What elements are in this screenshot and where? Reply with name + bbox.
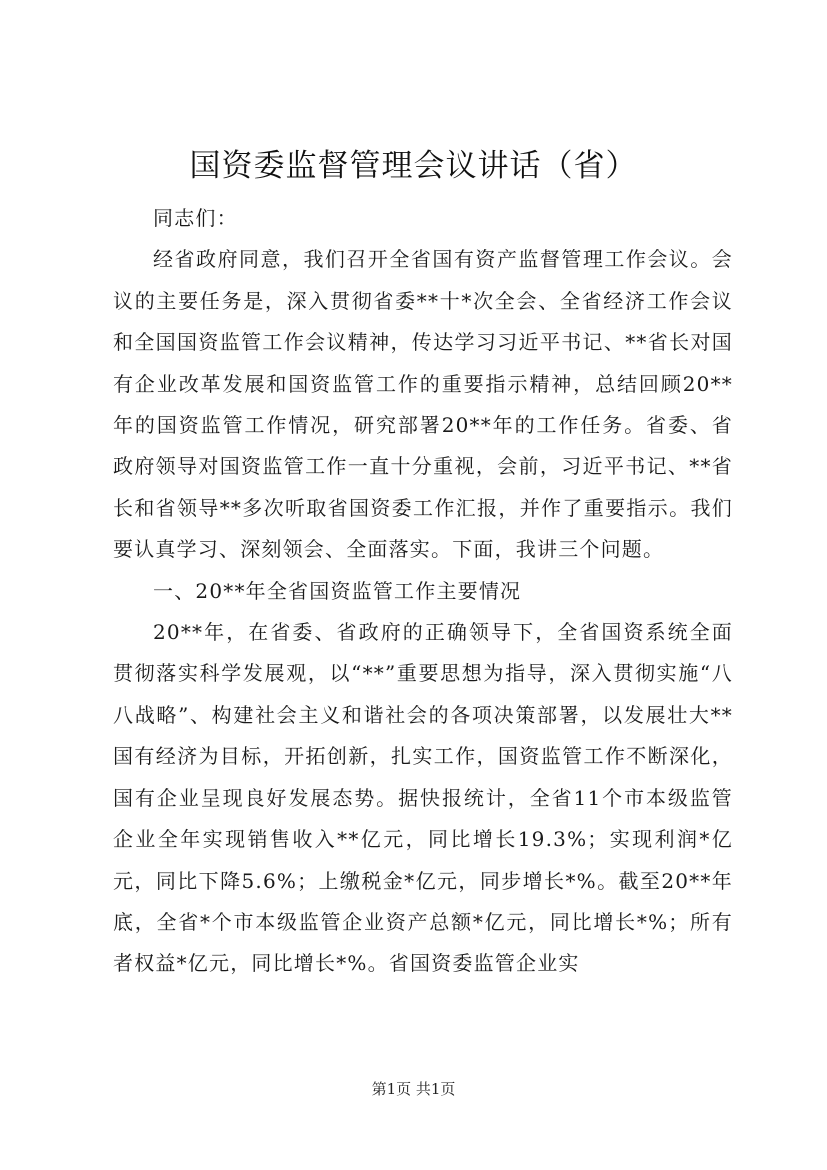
document-body	[113, 198, 733, 985]
section-paragraph: 20**年，在省委、省政府的正确领导下，全省国资系统全面贯彻落实科学发展观，以“**”重要思想为指导，深入贯彻实施“八八战略”、构建社会主义和谐社会的各项决策部署，以发展壮大**国有经济为目标，开拓创新，扎实工作，国资监管工作不断深化，国有企业呈现良好发展态势。据快报统计，全省11个市本级监管企业全年实现销售收入**亿元，同比增长19.3%；实现利润*亿元，同比下降5.6%；上缴税金*亿元，同步增长*%。截至20**年底，全省*个市本级监管企业资产总额*亿元，同比增长*%；所有者权益*亿元，同比增长*%。省国资委监管企业实	[113, 620, 733, 976]
intro-paragraph: 经省政府同意，我们召开全省国有资产监督管理工作会议。会议的主要任务是，深入贯彻省委**十*次全会、全省经济工作会议和全国国资监管工作会议精神，传达学习习近平书记、**省长对国有企业改革发展和国资监管工作的重要指示精神，总结回顾20**年的国资监管工作情况，研究部署20**年的工作任务。省委、省政府领导对国资监管工作一直十分重视，会前，习近平书记、**省长和省领导**多次听取省国资委工作汇报，并作了重要指示。我们要认真学习、深刻领会、全面落实。下面，我讲三个问题。	[113, 247, 733, 562]
section-heading: 一、20**年全省国资监管工作主要情况	[153, 578, 522, 603]
salutation-paragraph: 同志们：	[153, 206, 238, 230]
page-footer: 第1页 共1页	[371, 1080, 456, 1098]
document-title: 国资委监督管理会议讲话（省）	[189, 148, 638, 184]
